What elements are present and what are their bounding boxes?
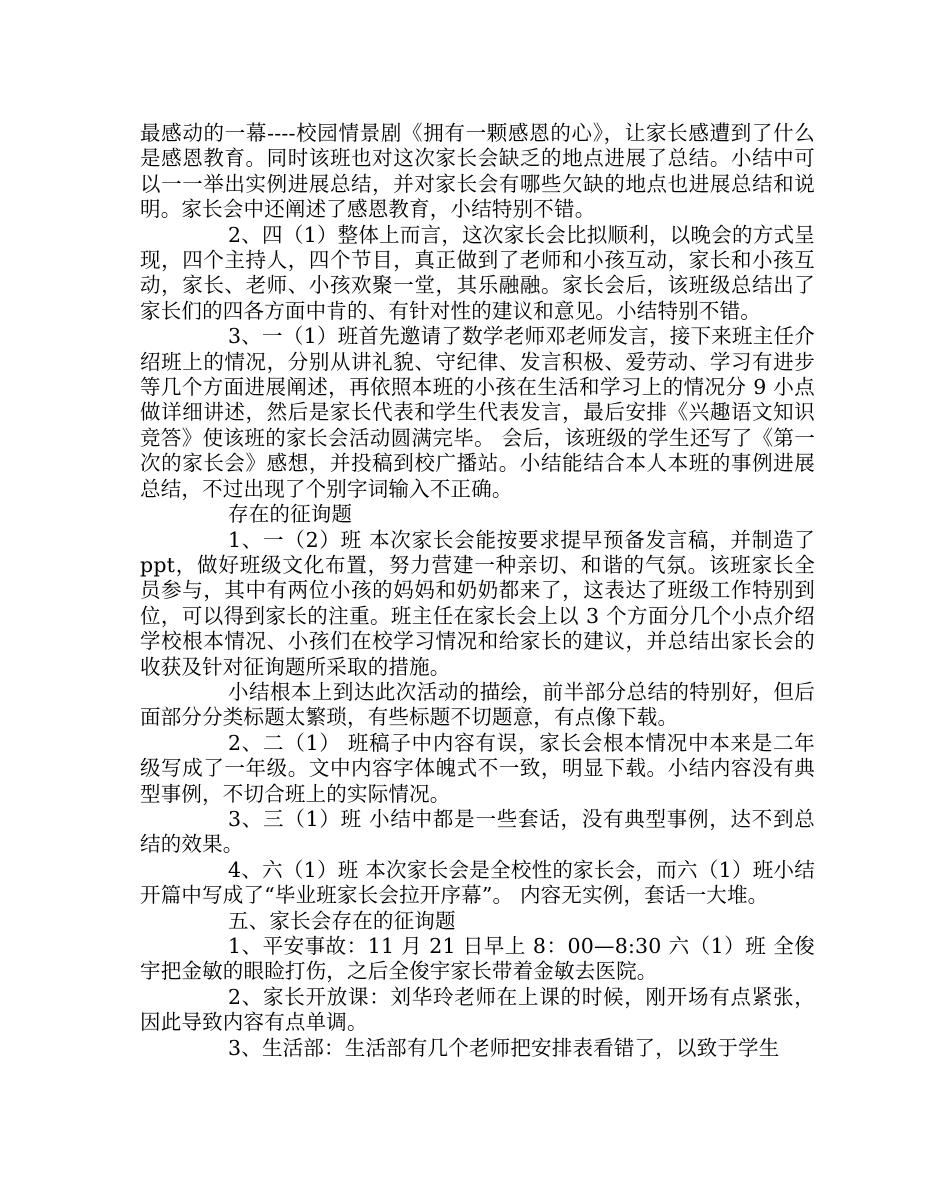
- paragraph-5: 1、一（2）班 本次家长会能按要求提早预备发言稿，并制造了 ppt，做好班级文化布置，努力营建一种亲切、和谐的气氛。该班家长全员参与，其中有两位小孩的妈妈和奶奶都来了，这表达了班级工作特别到位，可以得到家长的注重。班主任在家长会上以 3 个方面分几个小点介绍学校根本情况、小孩们在校学习情况和给家长的建议，并总结出家长会的收获及针对征询题所采取的措施。: [140, 527, 815, 679]
- paragraph-6: 小结根本上到达此次活动的描绘，前半部分总结的特别好，但后面部分分类标题太繁琐，有些标题不切题意，有点像下载。: [140, 679, 815, 730]
- paragraph-3: 3、一（1）班首先邀请了数学老师邓老师发言，接下来班主任介绍班上的情况，分别从讲礼貌、守纪律、发言积极、爱劳动、学习有进步等几个方面进展阐述，再依照本班的小孩在生活和学习上的情况分 9 小点做详细讲述，然后是家长代表和学生代表发言，最后安排《兴趣语文知识竞答》使该班的家长会活动圆满完毕。 会后，该班级的学生还写了《第一次的家长会》感想，并投稿到校广播站。小结能结合本人本班的事例进展总结，不过出现了个别字词输入不正确。: [140, 324, 815, 501]
- paragraph-12: 2、家长开放课：刘华玲老师在上课的时候，刚开场有点紧张，因此导致内容有点单调。: [140, 984, 815, 1035]
- paragraph-8: 3、三（1）班 小结中都是一些套话，没有典型事例，达不到总结的效果。: [140, 806, 815, 857]
- paragraph-9: 4、六（1）班 本次家长会是全校性的家长会，而六（1）班小结开篇中写成了“毕业班家长会拉开序幕”。 内容无实例，套话一大堆。: [140, 857, 815, 908]
- paragraph-1: 最感动的一幕----校园情景剧《拥有一颗感恩的心》，让家长感遭到了什么是感恩教育。同时该班也对这次家长会缺乏的地点进展了总结。小结中可以一一举出实例进展总结，并对家长会有哪些欠缺的地点也进展总结和说明。家长会中还阐述了感恩教育，小结特别不错。: [140, 121, 815, 222]
- section-heading-five: 五、家长会存在的征询题: [228, 908, 456, 933]
- section-heading-issues: 存在的征询题: [228, 502, 353, 527]
- body-text: [140, 121, 815, 1061]
- paragraph-7: 2、二（1） 班稿子中内容有误，家长会根本情况中本来是二年级写成了一年级。文中内容字体魄式不一致，明显下载。小结内容没有典型事例，不切合班上的实际情况。: [140, 730, 815, 806]
- paragraph-13: 3、生活部：生活部有几个老师把安排表看错了，以致于学生: [228, 1035, 780, 1060]
- paragraph-11: 1、平安事故：11 月 21 日早上 8：00—8:30 六（1）班 全俊宇把金敏的眼睑打伤，之后全俊宇家长带着金敏去医院。: [140, 934, 815, 984]
- paragraph-2: 2、四（1）整体上而言，这次家长会比拟顺利，以晚会的方式呈现，四个主持人，四个节目，真正做到了老师和小孩互动，家长和小孩互动，家长、老师、小孩欢聚一堂，其乐融融。家长会后，该班级总结出了家长们的四各方面中肯的、有针对性的建议和意见。小结特别不错。: [140, 222, 815, 323]
